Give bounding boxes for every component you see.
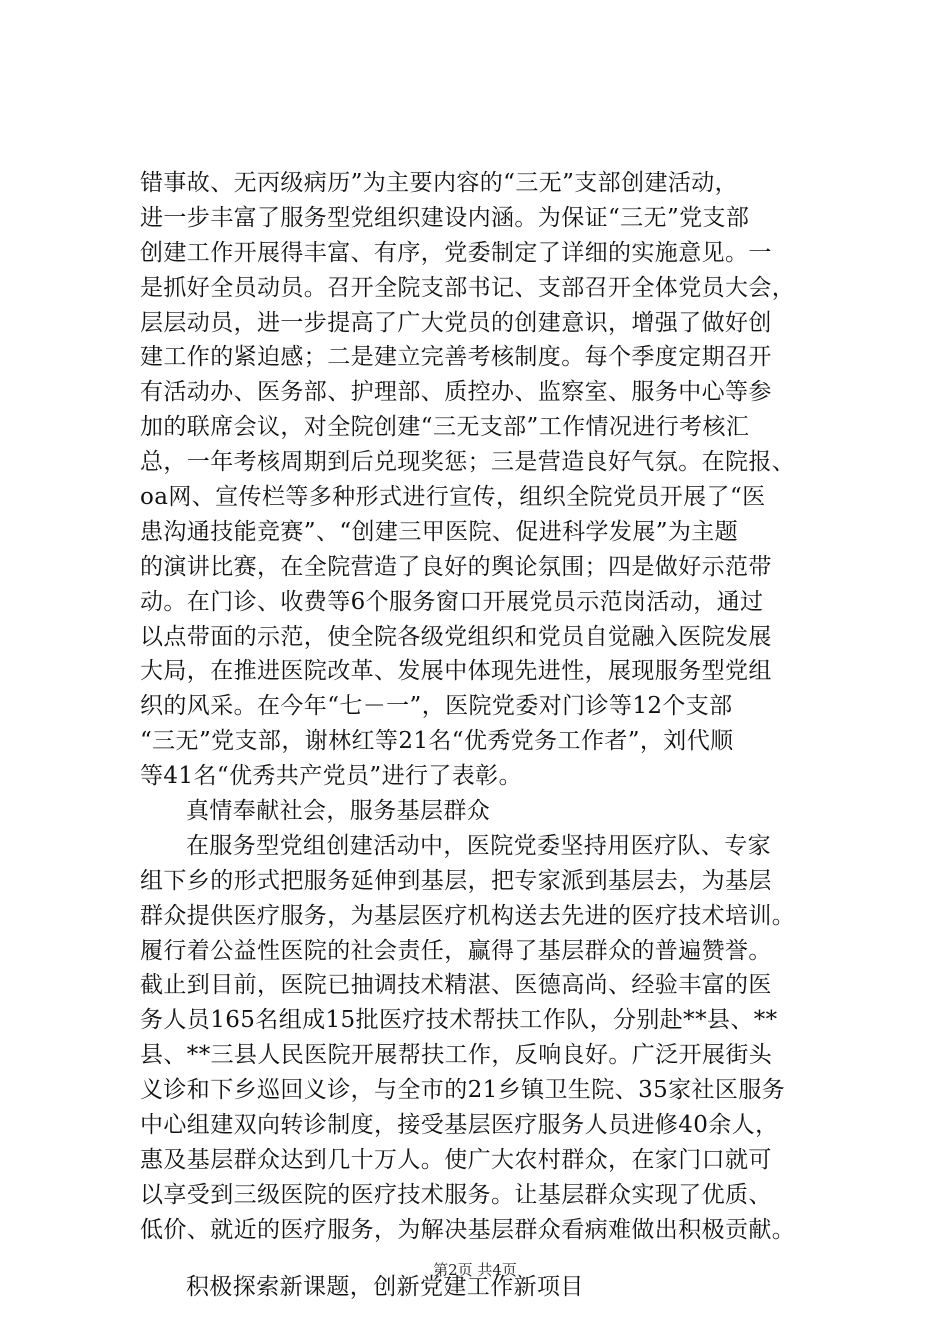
text-line: 建工作的紧迫感；二是建立完善考核制度。每个季度定期召开 [140, 344, 772, 371]
text-line: 中心组建双向转诊制度，接受基层医疗服务人员进修40余人， [140, 1112, 779, 1139]
text-line: “三无”党支部，谢林红等21名“优秀党务工作者”，刘代顺 [140, 728, 734, 755]
document-body [140, 166, 830, 1305]
text-line: 义诊和下乡巡回义诊，与全市的21乡镇卫生院、35家社区服务 [140, 1077, 786, 1104]
text-line: 组下乡的形式把服务延伸到基层，把专家派到基层去，为基层 [140, 867, 772, 894]
text-line: 进一步丰富了服务型党组织建设内涵。为保证“三无”党支部 [140, 204, 750, 231]
section-heading: 真情奉献社会，服务基层群众 [186, 798, 491, 825]
text-line: oa网、宣传栏等多种形式进行宣传，组织全院党员开展了“医 [140, 484, 766, 511]
text-line: 截止到目前，医院已抽调技术精湛、医德高尚、经验丰富的医 [140, 972, 772, 999]
text-line: 动。在门诊、收费等6个服务窗口开展党员示范岗活动，通过 [140, 588, 764, 615]
text-line: 错事故、无丙级病历”为主要内容的“三无”支部创建活动， [140, 170, 739, 196]
text-line: 惠及基层群众达到几十万人。使广大农村群众，在家门口就可 [140, 1146, 772, 1173]
text-line: 患沟通技能竞赛”、“创建三甲医院、促进科学发展”为主题 [140, 518, 739, 545]
text-line: 的演讲比赛，在全院营造了良好的舆论氛围；四是做好示范带 [140, 553, 772, 580]
text-line: 以点带面的示范，使全院各级党组织和党员自觉融入医院发展 [140, 623, 772, 650]
text-line: 在服务型党组创建活动中，医院党委坚持用医疗队、专家 [186, 832, 771, 859]
text-line: 层层动员，进一步提高了广大党员的创建意识，增强了做好创 [140, 309, 772, 336]
text-line: 创建工作开展得丰富、有序，党委制定了详细的实施意见。一 [140, 239, 772, 266]
text-line: 以享受到三级医院的医疗技术服务。让基层群众实现了优质、 [140, 1181, 772, 1208]
text-line: 织的风采。在今年“七－一”，医院党委对门诊等12个支部 [140, 693, 733, 720]
section-heading: 积极探索新课题，创新党建工作新项目 [186, 1273, 584, 1300]
text-line: 是抓好全员动员。召开全院支部书记、支部召开全体党员大会， [140, 274, 796, 301]
text-line: 加的联席会议，对全院创建“三无支部”工作情况进行考核汇 [140, 414, 750, 441]
text-line: 总，一年考核周期到后兑现奖惩；三是营造良好气氛。在院报、 [140, 449, 796, 476]
text-line: 务人员165名组成15批医疗技术帮扶工作队，分别赴**县、** [140, 1007, 778, 1034]
text-line: 等41名“优秀共产党员”进行了表彰。 [140, 763, 522, 790]
text-line: 大局，在推进医院改革、发展中体现先进性，展现服务型党组 [140, 658, 772, 685]
text-line: 群众提供医疗服务，为基层医疗机构送去先进的医疗技术培训。 [140, 902, 796, 929]
text-line: 履行着公益性医院的社会责任，赢得了基层群众的普遍赞誉。 [140, 937, 772, 964]
text-line: 有活动办、医务部、护理部、质控办、监察室、服务中心等参 [140, 379, 772, 406]
text-line: 县、**三县人民医院开展帮扶工作，反响良好。广泛开展街头 [140, 1042, 773, 1069]
text-line: 低价、就近的医疗服务，为解决基层群众看病难做出积极贡献。 [140, 1216, 796, 1243]
page-number-footer: 第2页 共4页 [433, 1261, 517, 1279]
